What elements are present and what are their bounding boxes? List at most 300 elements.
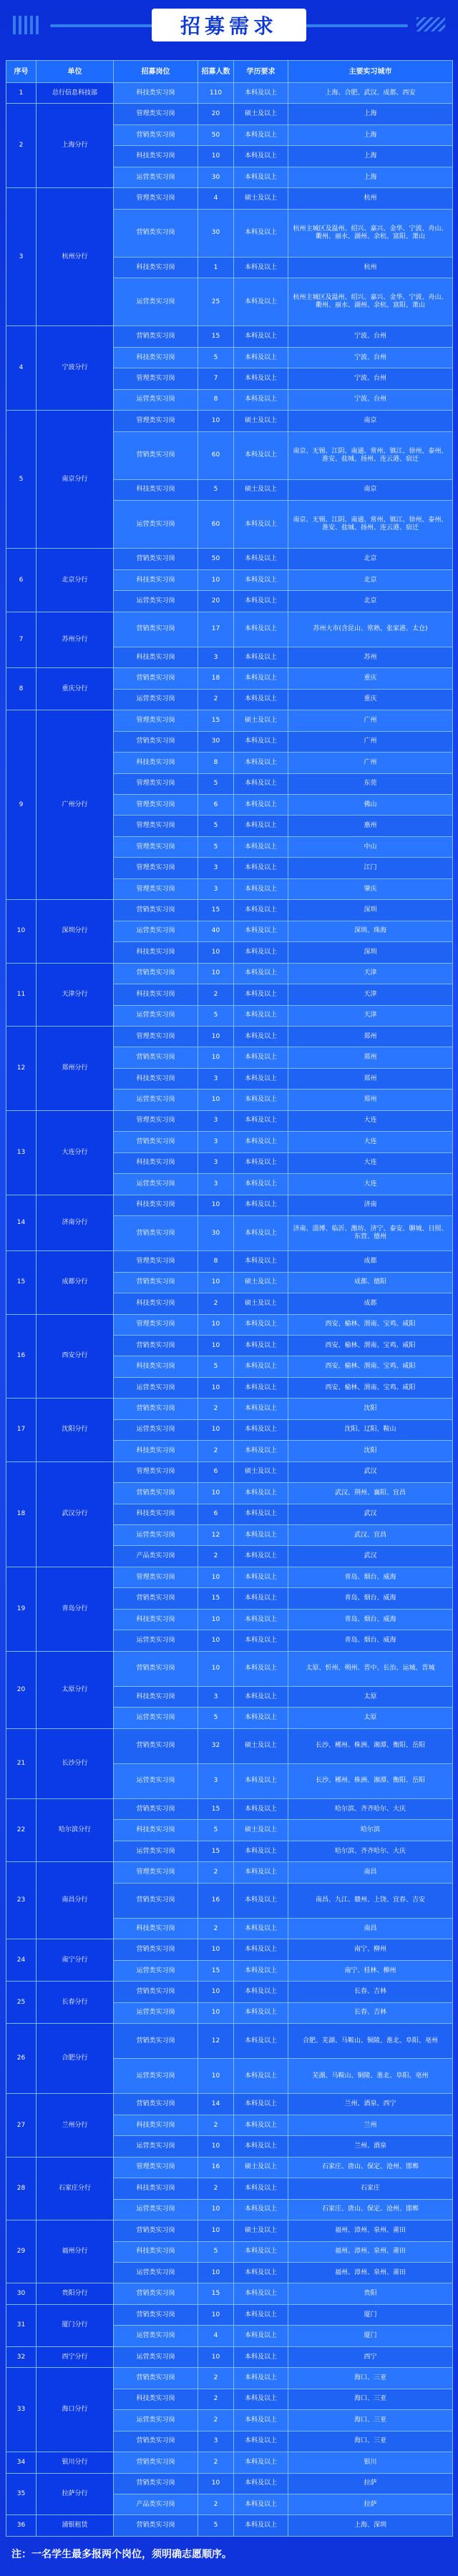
education-cell: 本科及以上	[234, 731, 288, 752]
city-cell: 西安、榆林、渭南、宝鸡、咸阳	[288, 1335, 453, 1356]
city-cell: 青岛、烟台、威海	[288, 1588, 453, 1609]
position-cell: 管理类实习岗	[114, 1110, 198, 1131]
headcount-cell: 30	[198, 209, 234, 257]
index-cell: 6	[6, 549, 36, 612]
education-cell: 本科及以上	[234, 2473, 288, 2494]
city-cell: 海口、三亚	[288, 2389, 453, 2409]
headcount-cell: 10	[198, 2346, 234, 2367]
stripe-decoration	[416, 17, 445, 31]
headcount-cell: 10	[198, 942, 234, 963]
table-row	[6, 1399, 453, 1419]
position-cell: 营销类实习岗	[114, 731, 198, 752]
city-cell: 南京、无锡、江阴、南通、常州、镇江、徐州、泰州、淮安、盐城、扬州、连云港、宿迁	[288, 431, 453, 479]
unit-cell: 成都分行	[36, 1251, 114, 1314]
education-cell: 本科及以上	[234, 2494, 288, 2515]
table-row	[6, 1195, 453, 1215]
headcount-cell: 12	[198, 1525, 234, 1546]
education-cell: 本科及以上	[234, 1841, 288, 1861]
education-cell: 本科及以上	[234, 1132, 288, 1152]
index-cell: 23	[6, 1862, 36, 1939]
education-cell: 本科及以上	[234, 347, 288, 368]
city-cell: 武汉	[288, 1461, 453, 1482]
city-cell: 大连	[288, 1132, 453, 1152]
position-cell: 科技类实习岗	[114, 942, 198, 963]
education-cell: 本科及以上	[234, 1588, 288, 1609]
education-cell: 本科及以上	[234, 921, 288, 941]
index-cell: 8	[6, 668, 36, 710]
headcount-cell: 10	[198, 1026, 234, 1047]
city-cell: 上海	[288, 104, 453, 124]
city-cell: 石家庄、唐山、保定、沧州、邯郸	[288, 2199, 453, 2220]
city-cell: 大连	[288, 1110, 453, 1131]
education-cell: 本科及以上	[234, 2452, 288, 2473]
education-cell: 本科及以上	[234, 1047, 288, 1068]
city-cell: 南昌	[288, 1918, 453, 1939]
index-cell: 33	[6, 2368, 36, 2452]
position-cell: 运营类实习岗	[114, 921, 198, 941]
headcount-cell: 8	[198, 389, 234, 410]
table-row	[6, 2157, 453, 2178]
index-cell: 5	[6, 411, 36, 549]
headcount-cell: 2	[198, 1862, 234, 1883]
headcount-cell: 50	[198, 549, 234, 569]
column-header: 招募岗位	[114, 61, 198, 83]
position-cell: 管理类实习岗	[114, 368, 198, 389]
headcount-cell: 15	[198, 1841, 234, 1861]
position-cell: 科技类实习岗	[114, 257, 198, 278]
education-cell: 本科及以上	[234, 2136, 288, 2157]
headcount-cell: 60	[198, 431, 234, 479]
position-cell: 科技类实习岗	[114, 1609, 198, 1630]
city-cell: 惠州	[288, 816, 453, 836]
education-cell: 本科及以上	[234, 209, 288, 257]
headcount-cell: 6	[198, 1504, 234, 1524]
position-cell: 科技类实习岗	[114, 146, 198, 167]
index-cell: 15	[6, 1251, 36, 1314]
unit-cell: 兰州分行	[36, 2094, 114, 2157]
unit-cell: 海口分行	[36, 2368, 114, 2452]
index-cell: 27	[6, 2094, 36, 2157]
headcount-cell: 10	[198, 963, 234, 984]
headcount-cell: 16	[198, 1883, 234, 1918]
column-header: 主要实习城市	[288, 61, 453, 83]
city-cell: 苏州	[288, 647, 453, 667]
position-cell: 营销类实习岗	[114, 2304, 198, 2325]
education-cell: 本科及以上	[234, 2368, 288, 2389]
city-cell: 长春、吉林	[288, 1982, 453, 2002]
education-cell: 本科及以上	[234, 836, 288, 857]
position-cell: 管理类实习岗	[114, 773, 198, 794]
position-cell: 运营类实习岗	[114, 2136, 198, 2157]
city-cell: 长沙、郴州、株洲、湘潭、衡阳、岳阳	[288, 1728, 453, 1763]
city-cell: 北京	[288, 591, 453, 612]
unit-cell: 南昌分行	[36, 1862, 114, 1939]
headcount-cell: 2	[198, 1293, 234, 1314]
position-cell: 运营类实习岗	[114, 1377, 198, 1398]
headcount-cell: 5	[198, 2515, 234, 2536]
city-cell: 北京	[288, 569, 453, 590]
column-header: 单位	[36, 61, 114, 83]
position-cell: 科技类实习岗	[114, 1068, 198, 1089]
education-cell: 本科及以上	[234, 963, 288, 984]
city-cell: 江门	[288, 858, 453, 878]
index-cell: 2	[6, 104, 36, 188]
education-cell: 本科及以上	[234, 2115, 288, 2135]
education-cell: 本科及以上	[234, 900, 288, 921]
headcount-cell: 10	[198, 2199, 234, 2220]
headcount-cell: 5	[198, 1708, 234, 1728]
unit-cell: 宁波分行	[36, 326, 114, 411]
city-cell: 天津	[288, 1005, 453, 1026]
position-cell: 运营类实习岗	[114, 2263, 198, 2283]
city-cell: 深圳	[288, 900, 453, 921]
index-cell: 29	[6, 2220, 36, 2283]
unit-cell: 浦银租赁	[36, 2515, 114, 2536]
headcount-cell: 15	[198, 710, 234, 731]
index-cell: 10	[6, 900, 36, 963]
position-cell: 运营类实习岗	[114, 1419, 198, 1440]
education-cell: 本科及以上	[234, 278, 288, 326]
headcount-cell: 8	[198, 1251, 234, 1272]
city-cell: 青岛、烟台、威海	[288, 1567, 453, 1587]
city-cell: 宁波、台州	[288, 368, 453, 389]
education-cell: 本科及以上	[234, 2431, 288, 2452]
headcount-cell: 25	[198, 278, 234, 326]
position-cell: 运营类实习岗	[114, 1960, 198, 1981]
position-cell: 营销类实习岗	[114, 1939, 198, 1960]
position-cell: 运营类实习岗	[114, 1089, 198, 1110]
city-cell: 北京	[288, 549, 453, 569]
city-cell: 沈阳	[288, 1441, 453, 1461]
table-row	[6, 2304, 453, 2325]
table-row	[6, 2220, 453, 2241]
unit-cell: 哈尔滨分行	[36, 1798, 114, 1861]
index-cell: 19	[6, 1567, 36, 1651]
city-cell: 肇庆	[288, 878, 453, 899]
title-box	[152, 9, 306, 41]
column-header: 学历要求	[234, 61, 288, 83]
education-cell: 本科及以上	[234, 2515, 288, 2536]
headcount-cell: 10	[198, 1939, 234, 1960]
education-cell: 本科及以上	[234, 431, 288, 479]
education-cell: 本科及以上	[234, 2389, 288, 2409]
education-cell: 本科及以上	[234, 858, 288, 878]
education-cell: 本科及以上	[234, 2326, 288, 2346]
education-cell: 本科及以上	[234, 1399, 288, 1419]
education-cell: 本科及以上	[234, 591, 288, 612]
education-cell: 本科及以上	[234, 1005, 288, 1026]
education-cell: 本科及以上	[234, 1525, 288, 1546]
headcount-cell: 3	[198, 1110, 234, 1131]
headcount-cell: 10	[198, 1089, 234, 1110]
city-cell: 石家庄	[288, 2178, 453, 2199]
education-cell: 本科及以上	[234, 501, 288, 549]
index-cell: 21	[6, 1728, 36, 1798]
unit-cell: 南宁分行	[36, 1939, 114, 1982]
education-cell: 本科及以上	[234, 124, 288, 145]
headcount-cell: 10	[198, 569, 234, 590]
position-cell: 运营类实习岗	[114, 2326, 198, 2346]
education-cell: 本科及以上	[234, 984, 288, 1005]
education-cell: 本科及以上	[234, 1251, 288, 1272]
position-cell: 科技类实习岗	[114, 347, 198, 368]
headcount-cell: 40	[198, 921, 234, 941]
unit-cell: 厦门分行	[36, 2304, 114, 2346]
index-cell: 11	[6, 963, 36, 1026]
unit-cell: 武汉分行	[36, 1461, 114, 1567]
unit-cell: 重庆分行	[36, 668, 114, 710]
headcount-cell: 20	[198, 104, 234, 124]
education-cell: 硕士及以上	[234, 2220, 288, 2241]
city-cell: 沈阳、辽阳、鞍山	[288, 1419, 453, 1440]
unit-cell: 大连分行	[36, 1110, 114, 1195]
position-cell: 营销类实习岗	[114, 1483, 198, 1504]
position-cell: 营销类实习岗	[114, 431, 198, 479]
unit-cell: 北京分行	[36, 549, 114, 612]
education-cell: 本科及以上	[234, 1546, 288, 1567]
position-cell: 运营类实习岗	[114, 1630, 198, 1651]
city-cell: 武汉	[288, 1504, 453, 1524]
education-cell: 本科及以上	[234, 1335, 288, 1356]
education-cell: 硕士及以上	[234, 1293, 288, 1314]
index-cell: 31	[6, 2304, 36, 2346]
position-cell: 管理类实习岗	[114, 2157, 198, 2178]
position-cell: 营销类实习岗	[114, 2283, 198, 2304]
city-cell: 兰州、酒泉	[288, 2136, 453, 2157]
table-row	[6, 710, 453, 731]
headcount-cell: 10	[198, 1483, 234, 1504]
table-row	[6, 2515, 453, 2536]
index-cell: 26	[6, 2024, 36, 2094]
city-cell: 西宁	[288, 2346, 453, 2367]
headcount-cell: 10	[198, 411, 234, 431]
headcount-cell: 15	[198, 2283, 234, 2304]
table-row	[6, 1110, 453, 1131]
education-cell: 硕士及以上	[234, 411, 288, 431]
education-cell: 本科及以上	[234, 1651, 288, 1686]
headcount-cell: 5	[198, 836, 234, 857]
headcount-cell: 2	[198, 2410, 234, 2431]
education-cell: 本科及以上	[234, 1483, 288, 1504]
recruitment-table	[6, 60, 453, 2537]
headcount-cell: 2	[198, 1399, 234, 1419]
table-row	[6, 411, 453, 431]
position-cell: 管理类实习岗	[114, 816, 198, 836]
city-cell: 杭州主城区及温州、绍兴、嘉兴、金华、宁波、舟山、衢州、丽水、湖州、余杭、富阳、萧山	[288, 209, 453, 257]
city-cell: 济南	[288, 1195, 453, 1215]
education-cell: 本科及以上	[234, 2059, 288, 2094]
position-cell: 营销类实习岗	[114, 1335, 198, 1356]
index-cell: 14	[6, 1195, 36, 1251]
city-cell: 西安、榆林、渭南、宝鸡、咸阳	[288, 1377, 453, 1398]
unit-cell: 长沙分行	[36, 1728, 114, 1798]
index-cell: 35	[6, 2473, 36, 2515]
city-cell: 天津	[288, 963, 453, 984]
headcount-cell: 2	[198, 2494, 234, 2515]
position-cell: 营销类实习岗	[114, 2368, 198, 2389]
headcount-cell: 10	[198, 1195, 234, 1215]
table-row	[6, 963, 453, 984]
position-cell: 管理类实习岗	[114, 411, 198, 431]
education-cell: 硕士及以上	[234, 479, 288, 500]
city-cell: 兰州、酒泉、西宁	[288, 2094, 453, 2115]
position-cell: 运营类实习岗	[114, 2346, 198, 2367]
education-cell: 本科及以上	[234, 942, 288, 963]
headcount-cell: 5	[198, 816, 234, 836]
position-cell: 运营类实习岗	[114, 1841, 198, 1861]
education-cell: 本科及以上	[234, 1152, 288, 1173]
position-cell: 营销类实习岗	[114, 2024, 198, 2059]
city-cell: 银川	[288, 2452, 453, 2473]
dot-pattern-decoration	[13, 16, 39, 34]
city-cell: 苏州大市(含昆山、常熟、张家港、太仓)	[288, 612, 453, 647]
city-cell: 太原	[288, 1686, 453, 1707]
position-cell: 管理类实习岗	[114, 1314, 198, 1335]
position-cell: 运营类实习岗	[114, 278, 198, 326]
city-cell: 南宁、柳州	[288, 1939, 453, 1960]
city-cell: 海口、三亚	[288, 2410, 453, 2431]
education-cell: 本科及以上	[234, 1419, 288, 1440]
unit-cell: 苏州分行	[36, 612, 114, 668]
headcount-cell: 2	[198, 1546, 234, 1567]
city-cell: 宁波、台州	[288, 389, 453, 410]
position-cell: 运营类实习岗	[114, 1525, 198, 1546]
position-cell: 营销类实习岗	[114, 1216, 198, 1251]
education-cell: 本科及以上	[234, 1504, 288, 1524]
headcount-cell: 10	[198, 1047, 234, 1068]
education-cell: 本科及以上	[234, 326, 288, 347]
city-cell: 哈尔滨	[288, 1820, 453, 1841]
city-cell: 上海、合肥、武汉、成都、西安	[288, 83, 453, 104]
headcount-cell: 10	[198, 1314, 234, 1335]
table-row	[6, 1939, 453, 1960]
position-cell: 营销类实习岗	[114, 1272, 198, 1293]
position-cell: 营销类实习岗	[114, 1588, 198, 1609]
table-row	[6, 188, 453, 209]
unit-cell: 西宁分行	[36, 2346, 114, 2367]
position-cell: 科技类实习岗	[114, 1195, 198, 1215]
index-cell: 18	[6, 1461, 36, 1567]
headcount-cell: 5	[198, 1005, 234, 1026]
city-cell: 上海	[288, 146, 453, 167]
unit-cell: 郑州分行	[36, 1026, 114, 1110]
position-cell: 营销类实习岗	[114, 900, 198, 921]
city-cell: 广州	[288, 731, 453, 752]
position-cell: 科技类实习岗	[114, 2178, 198, 2199]
city-cell: 拉萨	[288, 2494, 453, 2515]
position-cell: 管理类实习岗	[114, 1862, 198, 1883]
index-cell: 17	[6, 1399, 36, 1461]
education-cell: 本科及以上	[234, 1110, 288, 1131]
position-cell: 运营类实习岗	[114, 591, 198, 612]
city-cell: 大连	[288, 1152, 453, 1173]
city-cell: 上海	[288, 167, 453, 187]
city-cell: 广州	[288, 753, 453, 773]
education-cell: 本科及以上	[234, 1609, 288, 1630]
education-cell: 本科及以上	[234, 1763, 288, 1798]
position-cell: 管理类实习岗	[114, 188, 198, 209]
table-row	[6, 1026, 453, 1047]
position-cell: 营销类实习岗	[114, 1728, 198, 1763]
index-cell: 1	[6, 83, 36, 104]
headcount-cell: 5	[198, 2241, 234, 2262]
headcount-cell: 2	[198, 2115, 234, 2135]
position-cell: 科技类实习岗	[114, 1504, 198, 1524]
education-cell: 本科及以上	[234, 2304, 288, 2325]
headcount-cell: 3	[198, 1763, 234, 1798]
city-cell: 太原、忻州、朔州、晋中、长治、运城、晋城	[288, 1651, 453, 1686]
unit-cell: 青岛分行	[36, 1567, 114, 1651]
headcount-cell: 30	[198, 167, 234, 187]
position-cell: 营销类实习岗	[114, 1798, 198, 1819]
city-cell: 兰州	[288, 2115, 453, 2135]
header-banner	[0, 0, 458, 52]
city-cell: 厦门	[288, 2326, 453, 2346]
headcount-cell: 32	[198, 1728, 234, 1763]
table-row	[6, 104, 453, 124]
headcount-cell: 2	[198, 2178, 234, 2199]
position-cell: 营销类实习岗	[114, 2473, 198, 2494]
education-cell: 本科及以上	[234, 1630, 288, 1651]
headcount-cell: 14	[198, 2094, 234, 2115]
table-row	[6, 1651, 453, 1686]
city-cell: 宁波、台州	[288, 326, 453, 347]
headcount-cell: 10	[198, 1335, 234, 1356]
education-cell: 硕士及以上	[234, 1820, 288, 1841]
table-row	[6, 2024, 453, 2059]
unit-cell: 上海分行	[36, 104, 114, 188]
index-cell: 12	[6, 1026, 36, 1110]
position-cell: 营销类实习岗	[114, 2094, 198, 2115]
index-cell: 32	[6, 2346, 36, 2367]
city-cell: 福州、漳州、泉州、莆田	[288, 2220, 453, 2241]
education-cell: 本科及以上	[234, 2199, 288, 2220]
education-cell: 本科及以上	[234, 2002, 288, 2023]
position-cell: 营销类实习岗	[114, 1047, 198, 1068]
city-cell: 西安、榆林、渭南、宝鸡、咸阳	[288, 1314, 453, 1335]
headcount-cell: 2	[198, 2389, 234, 2409]
position-cell: 科技类实习岗	[114, 1356, 198, 1377]
table-row	[6, 2368, 453, 2389]
education-cell: 硕士及以上	[234, 1272, 288, 1293]
position-cell: 运营类实习岗	[114, 1005, 198, 1026]
education-cell: 本科及以上	[234, 816, 288, 836]
city-cell: 成都	[288, 1293, 453, 1314]
education-cell: 本科及以上	[234, 1918, 288, 1939]
city-cell: 长沙、郴州、株洲、湘潭、衡阳、岳阳	[288, 1763, 453, 1798]
headcount-cell: 2	[198, 1441, 234, 1461]
headcount-cell: 10	[198, 146, 234, 167]
headcount-cell: 6	[198, 794, 234, 815]
table-row	[6, 326, 453, 347]
index-cell: 9	[6, 710, 36, 900]
headcount-cell: 5	[198, 479, 234, 500]
position-cell: 科技类实习岗	[114, 753, 198, 773]
headcount-cell: 10	[198, 1651, 234, 1686]
education-cell: 硕士及以上	[234, 2157, 288, 2178]
headcount-cell: 10	[198, 1567, 234, 1587]
index-cell: 25	[6, 1982, 36, 2024]
city-cell: 西安、榆林、渭南、宝鸡、咸阳	[288, 1356, 453, 1377]
city-cell: 厦门	[288, 2304, 453, 2325]
table-row	[6, 2346, 453, 2367]
position-cell: 科技类实习岗	[114, 1152, 198, 1173]
table-body	[6, 83, 453, 2537]
headcount-cell: 15	[198, 1798, 234, 1819]
city-cell: 宁波、台州	[288, 347, 453, 368]
position-cell: 运营类实习岗	[114, 2199, 198, 2220]
headcount-cell: 110	[198, 83, 234, 104]
